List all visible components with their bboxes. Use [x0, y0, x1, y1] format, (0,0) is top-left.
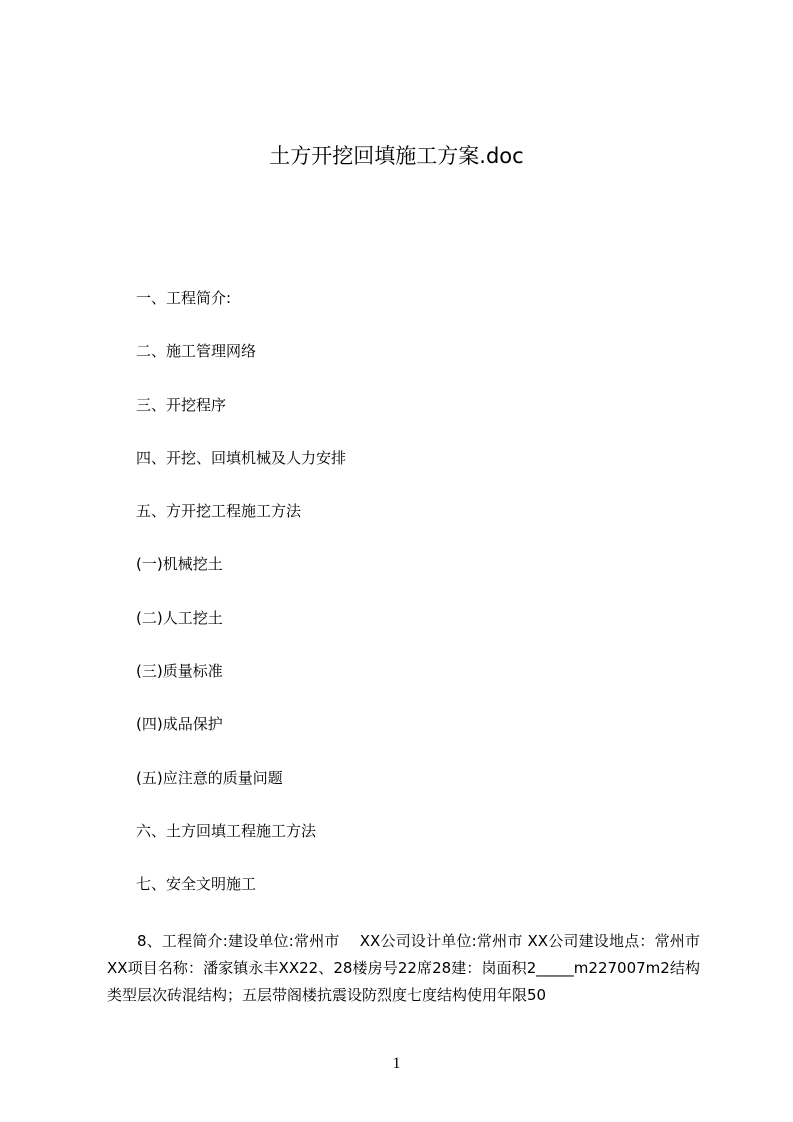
toc-item-2: 二、施工管理网络 [136, 342, 257, 361]
page-number: 1 [392, 1055, 401, 1072]
toc-item-5-1: (一)机械挖土 [136, 555, 223, 574]
toc-item-5-3: (三)质量标准 [136, 662, 223, 681]
toc-item-3: 三、开挖程序 [136, 395, 227, 414]
table-of-contents [136, 284, 716, 924]
toc-item-4: 四、开挖、回填机械及人力安排 [136, 448, 347, 467]
toc-item-1: 一、工程简介: [136, 289, 232, 307]
toc-item-6: 六、土方回填工程施工方法 [136, 821, 317, 840]
toc-item-5: 五、方开挖工程施工方法 [136, 502, 302, 521]
project-overview-paragraph: 8、工程简介:建设单位:常州市 XX公司设计单位:常州市 XX公司建设地点：常州市XX项目名称：潘家镇永丰XX22、28楼房号22席28建：岗面积2_____m227007m2结构类型层次砖混结构；五层带阁楼抗震设防烈度七度结构使用年限50 [107, 932, 700, 1004]
toc-item-5-4: (四)成品保护 [136, 715, 223, 734]
toc-item-5-5: (五)应注意的质量问题 [136, 768, 283, 787]
toc-item-7: 七、安全文明施工 [136, 875, 257, 894]
toc-item-5-2: (二)人工挖土 [136, 608, 223, 627]
document-title: 土方开挖回填施工方案.doc [269, 144, 524, 168]
